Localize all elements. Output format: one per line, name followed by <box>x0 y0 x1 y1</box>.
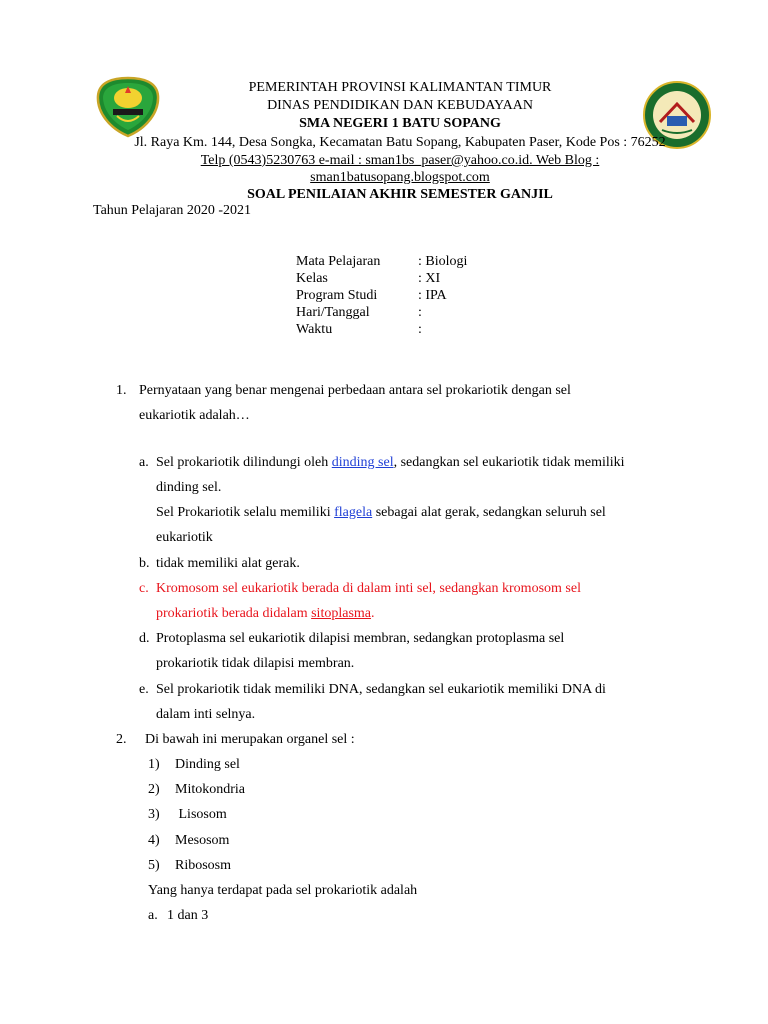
question-text: Yang hanya terdapat pada sel prokariotik adalah <box>148 883 418 898</box>
list-number: 3) <box>148 807 160 822</box>
school-name: SMA NEGERI 1 BATU SOPANG <box>299 116 501 131</box>
info-value: : Biologi <box>418 254 468 269</box>
school-address: Jl. Raya Km. 144, Desa Songka, Kecamatan Batu Sopang, Kabupaten Paser, Kode Pos : 76252 <box>134 135 666 150</box>
list-item: Mitokondria <box>175 782 245 797</box>
list-number: 2) <box>148 782 160 797</box>
info-value: : XI <box>418 271 441 286</box>
link-dinding-sel[interactable]: dinding sel <box>331 455 394 470</box>
question-text: Di bawah ini merupakan organel sel : <box>145 732 355 747</box>
option-text: dinding sel. <box>156 480 222 495</box>
option-text: prokariotik berada didalam <box>156 606 312 621</box>
option-a-text <box>156 454 625 471</box>
option-letter: c. <box>139 581 149 596</box>
exam-title: SOAL PENILAIAN AKHIR SEMESTER GANJIL <box>247 187 553 202</box>
list-number: 1) <box>148 757 160 772</box>
question-text: Pernyataan yang benar mengenai perbedaan antara sel prokariotik dengan sel <box>139 383 571 398</box>
list-item: Lisosom <box>175 807 227 822</box>
option-text: Sel prokariotik dilindungi oleh <box>156 455 332 470</box>
option-text: dalam inti selnya. <box>156 707 256 722</box>
info-value: : <box>418 322 422 337</box>
option-c-text-line2 <box>156 605 375 622</box>
option-d-text: Protoplasma sel eukariotik dilapisi membran, sedangkan protoplasma sel <box>156 631 565 646</box>
option-text: sebagai alat gerak, sedangkan seluruh sel <box>372 505 606 520</box>
school-contact: Telp (0543)5230763 e-mail : sman1bs_paser@yahoo.co.id. Web Blog : <box>200 153 600 168</box>
school-blog: sman1batusopang.blogspot.com <box>310 170 490 185</box>
option-text: eukariotik <box>156 530 213 545</box>
option-c-text: Kromosom sel eukariotik berada di dalam inti sel, sedangkan kromosom sel <box>156 581 581 596</box>
info-label: Waktu <box>296 322 333 337</box>
option-a-text: 1 dan 3 <box>167 908 209 923</box>
link-flagela[interactable]: flagela <box>334 505 373 520</box>
info-label: Kelas <box>296 271 328 286</box>
option-letter: a. <box>148 908 158 923</box>
list-item: Mesosom <box>175 833 230 848</box>
question-number: 1. <box>116 383 127 398</box>
question-text: eukariotik adalah… <box>139 408 250 423</box>
option-text: prokariotik tidak dilapisi membran. <box>156 656 355 671</box>
academic-year: Tahun Pelajaran 2020 -2021 <box>93 203 252 218</box>
list-item: Ribososm <box>175 858 232 873</box>
info-label: Program Studi <box>296 288 378 303</box>
government-line: PEMERINTAH PROVINSI KALIMANTAN TIMUR <box>248 80 552 95</box>
option-text: . <box>371 606 375 621</box>
option-e-text: Sel prokariotik tidak memiliki DNA, sedangkan sel eukariotik memiliki DNA di <box>156 682 606 697</box>
option-text: , sedangkan sel eukariotik tidak memiliki <box>393 455 625 470</box>
question-number: 2. <box>116 732 127 747</box>
list-item: Dinding sel <box>175 757 240 772</box>
info-value: : IPA <box>418 288 447 303</box>
link-sitoplasma[interactable]: sitoplasma <box>311 606 371 621</box>
info-value: : <box>418 305 422 320</box>
option-text: Sel Prokariotik selalu memiliki <box>156 505 335 520</box>
option-extra-text <box>156 504 606 521</box>
info-label: Hari/Tanggal <box>296 305 370 320</box>
department-line: DINAS PENDIDIKAN DAN KEBUDAYAAN <box>267 98 533 113</box>
list-number: 4) <box>148 833 160 848</box>
option-b-text: tidak memiliki alat gerak. <box>156 556 300 571</box>
option-letter: a. <box>139 455 149 470</box>
option-letter: e. <box>139 682 149 697</box>
list-number: 5) <box>148 858 160 873</box>
info-label: Mata Pelajaran <box>296 254 381 269</box>
option-letter: d. <box>139 631 150 646</box>
option-letter: b. <box>139 556 150 571</box>
